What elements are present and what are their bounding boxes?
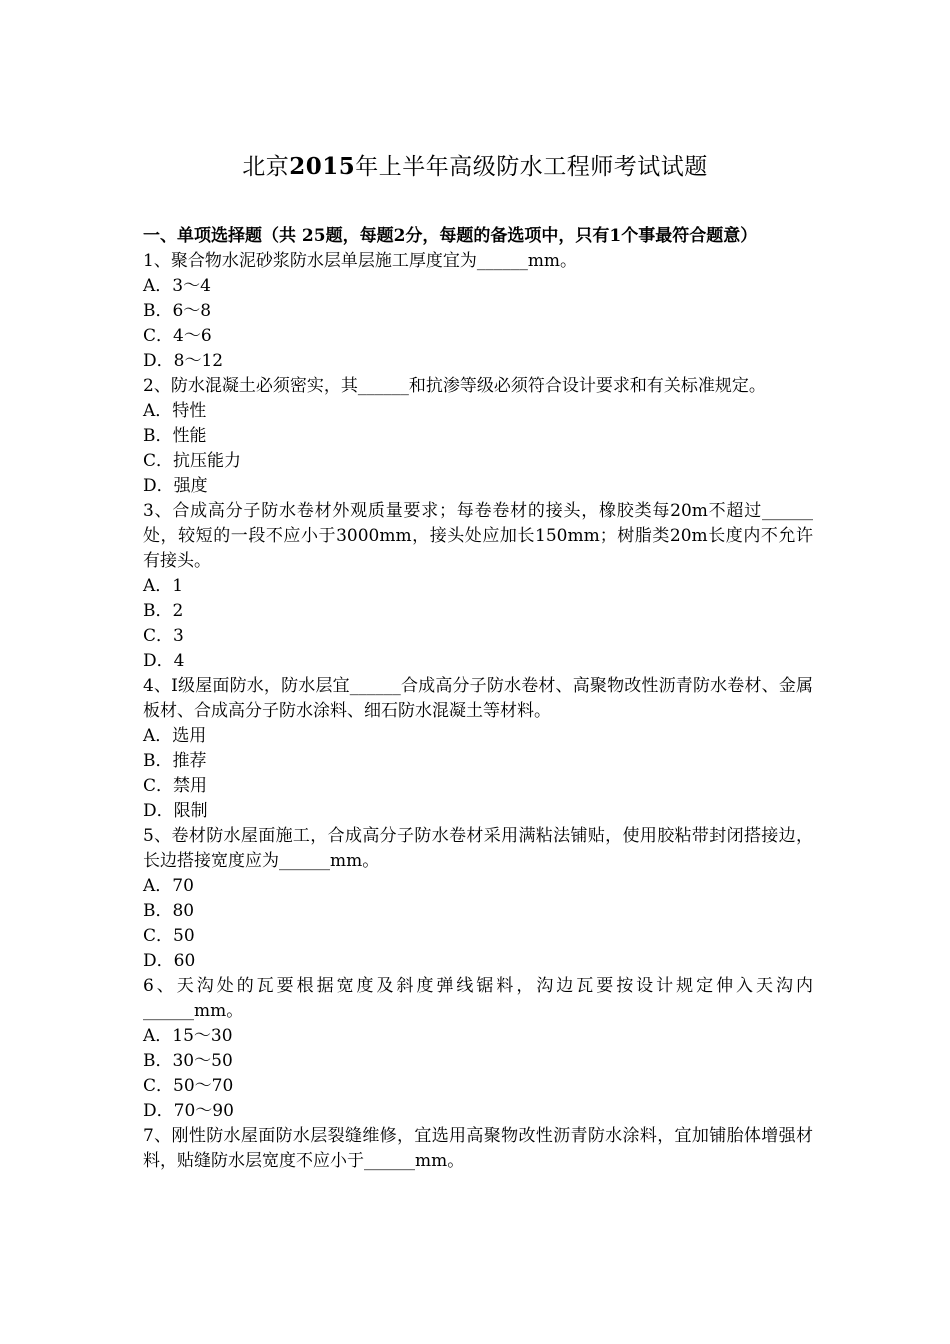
answer-option: B．6～8 — [143, 301, 212, 321]
answer-option: C．50～70 — [143, 1076, 234, 1096]
question-text: 7、刚性防水屋面防水层裂缝维修，宜选用高聚物改性沥青防水涂料，宜加铺胎体增强材料，贴缝防水层宽度不应小于______mm。 — [143, 1126, 813, 1171]
answer-option: C．3 — [143, 626, 184, 646]
answer-option: B．推荐 — [143, 751, 207, 771]
document-body — [143, 224, 813, 1174]
answer-option: A．选用 — [143, 726, 207, 746]
question-text: 4、Ⅰ级屋面防水，防水层宜______合成高分子防水卷材、高聚物改性沥青防水卷材、金属板材、合成高分子防水涂料、细石防水混凝土等材料。 — [143, 676, 813, 721]
answer-option: A．特性 — [143, 401, 207, 421]
answer-option: B．30～50 — [143, 1051, 233, 1071]
answer-option: A．1 — [143, 576, 184, 596]
answer-option: D．4 — [143, 651, 185, 671]
title-year: 2015 — [289, 153, 356, 180]
answer-option: C．抗压能力 — [143, 451, 242, 471]
answer-option: D．70～90 — [143, 1101, 234, 1121]
question-text: 1、聚合物水泥砂浆防水层单层施工厚度宜为______mm。 — [143, 251, 578, 271]
answer-option: A．70 — [143, 876, 194, 896]
question-text: 6、天沟处的瓦要根据宽度及斜度弹线锯料，沟边瓦要按设计规定伸入天沟内______mm。 — [143, 976, 813, 1021]
answer-option: B．性能 — [143, 426, 207, 446]
answer-option: D．8～12 — [143, 351, 224, 371]
answer-option: A．3～4 — [143, 276, 211, 296]
section-heading: 一、单项选择题（共 25题，每题2分，每题的备选项中，只有1个事最符合题意） — [143, 226, 758, 246]
question-text: 2、防水混凝土必须密实，其______和抗渗等级必须符合设计要求和有关标准规定。 — [143, 376, 766, 396]
page-title — [0, 152, 950, 182]
answer-option: C．禁用 — [143, 776, 208, 796]
question-text: 5、卷材防水屋面施工，合成高分子防水卷材采用满粘法铺贴，使用胶粘带封闭搭接边，长边搭接宽度应为______mm。 — [143, 826, 813, 871]
answer-option: B．80 — [143, 901, 195, 921]
question-list — [143, 249, 813, 1174]
title-part2: 年上半年高级防水工程师考试试题 — [355, 154, 708, 180]
answer-option: B．2 — [143, 601, 184, 621]
title-part1: 北京 — [242, 154, 290, 180]
answer-option: A．15～30 — [143, 1026, 233, 1046]
answer-option: C．50 — [143, 926, 195, 946]
answer-option: C．4～6 — [143, 326, 212, 346]
answer-option: D．60 — [143, 951, 196, 971]
answer-option: D．限制 — [143, 801, 208, 821]
question-text: 3、合成高分子防水卷材外观质量要求；每卷卷材的接头，橡胶类每20m不超过______处，较短的一段不应小于3000mm，接头处应加长150mm；树脂类20m长度内不允许有接头。 — [143, 501, 813, 571]
answer-option: D．强度 — [143, 476, 208, 496]
